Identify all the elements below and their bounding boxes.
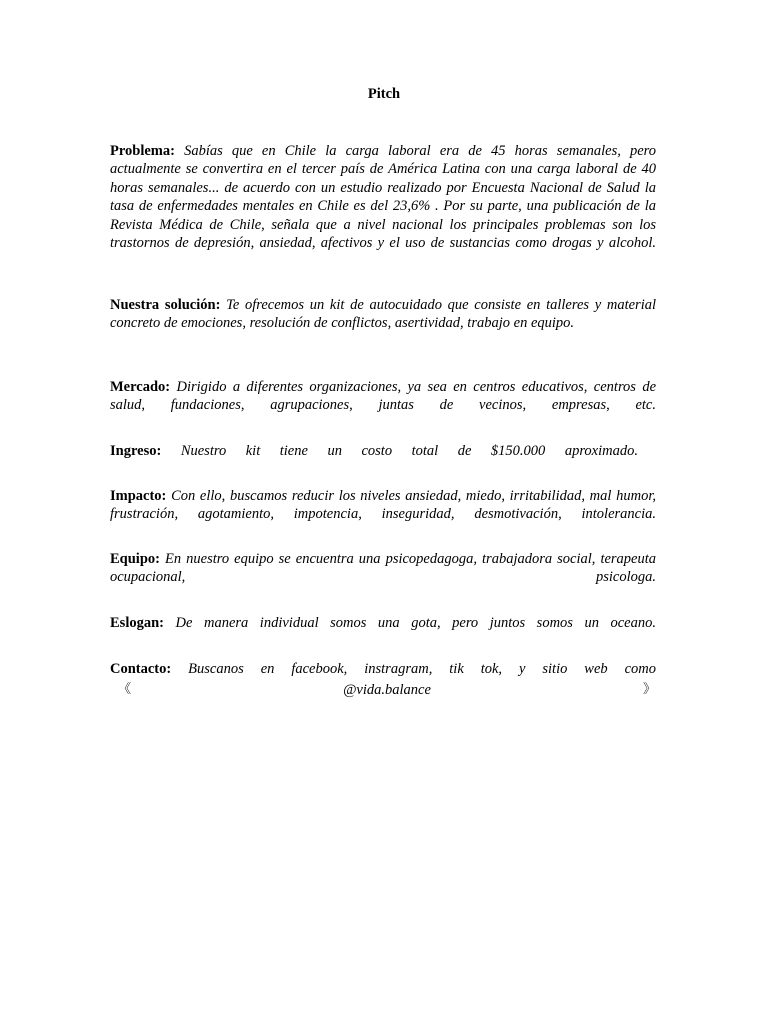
section-label: Ingreso:	[110, 443, 162, 459]
section-label: Nuestra solución:	[110, 297, 221, 313]
section-text: Te ofrecemos un kit de autocuidado que consiste en talleres y material concreto de emociones, resolución de conflictos, asertividad, trabajo en equipo.	[110, 297, 656, 332]
section-label: Problema:	[110, 143, 175, 159]
section-label: Mercado:	[110, 379, 171, 395]
section-text: Con ello, buscamos reducir los niveles ansiedad, miedo, irritabilidad, mal humor, frustración, agotamiento, impotencia, inseguridad, desmotivación, intolerancia.	[110, 488, 656, 523]
section-ingreso	[110, 442, 638, 460]
contact-handle: @vida.balance	[343, 682, 431, 698]
section-impacto	[110, 487, 656, 524]
section-text: Buscanos en facebook, instragram, tik tok, y sitio web como	[188, 661, 656, 677]
section-text: De manera individual somos una gota, pero juntos somos un oceano.	[175, 615, 656, 631]
section-eslogan	[110, 614, 656, 632]
section-text: Dirigido a diferentes organizaciones, ya sea en centros educativos, centros de salud, fundaciones, agrupaciones, juntas de vecinos, empresas, etc.	[110, 379, 656, 414]
open-quote-mark: 《	[118, 682, 132, 697]
section-equipo	[110, 550, 656, 587]
section-label: Equipo:	[110, 551, 160, 567]
section-solucion	[110, 296, 656, 333]
section-label: Contacto:	[110, 661, 172, 677]
document-title: Pitch	[367, 86, 401, 102]
section-label: Impacto:	[110, 488, 167, 504]
section-text: Nuestro kit tiene un costo total de $150.000 aproximado.	[180, 443, 638, 459]
close-quote-mark: 》	[642, 682, 656, 697]
contact-handle-line	[110, 681, 656, 699]
section-mercado	[110, 378, 656, 415]
section-text: En nuestro equipo se encuentra una psicopedagoga, trabajadora social, terapeuta ocupacional, psicologa.	[110, 551, 657, 586]
section-problema	[110, 142, 656, 252]
section-text: Sabías que en Chile la carga laboral era de 45 horas semanales, pero actualmente se convertira en el tercer país de América Latina con una carga laboral de 40 horas semanales... de acuerdo con un estudio realizado por Encuesta Nacional de Salud la tasa de enfermedades mentales en Chile es del 23,6% . Por su parte, una publicación de la Revista Médica de Chile, señala que a nivel nacional los principales problemas son los trastornos de depresión, ansiedad, afectivos y el uso de sustancias como drogas y alcohol.	[110, 143, 656, 252]
section-contacto	[110, 660, 656, 678]
section-label: Eslogan:	[110, 615, 164, 631]
